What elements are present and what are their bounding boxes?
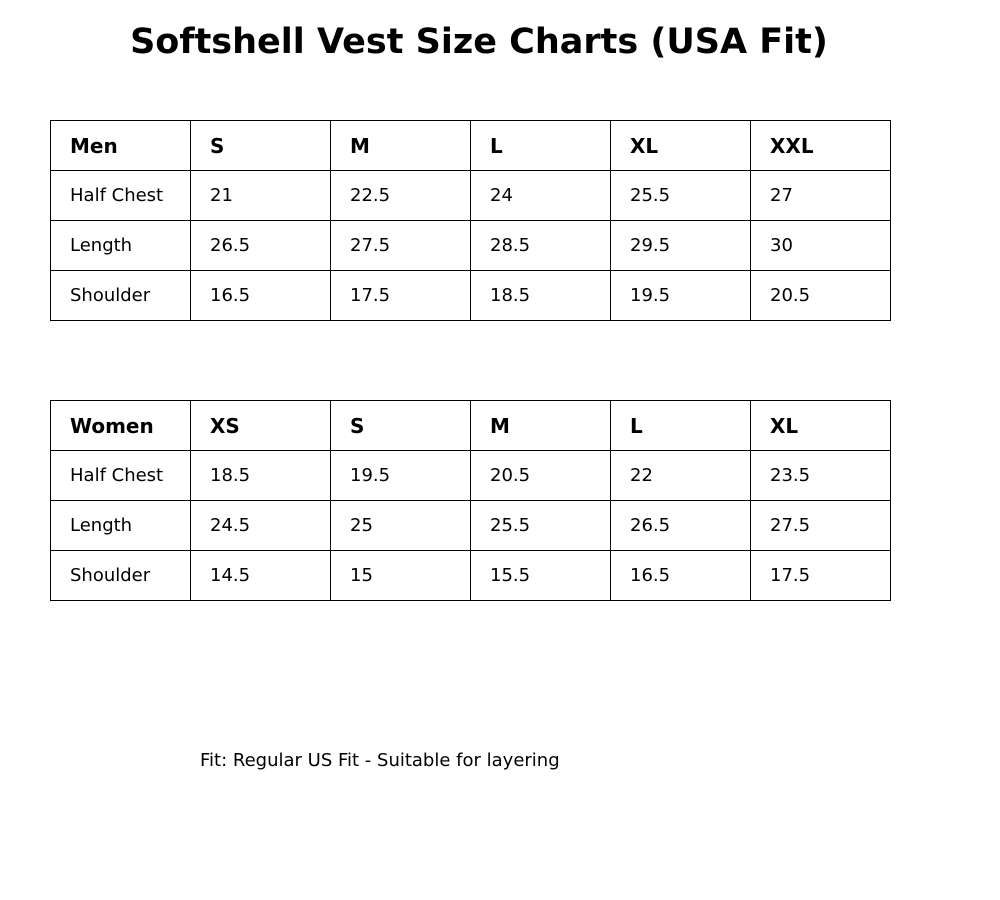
table-cell: 25.5 — [611, 171, 751, 221]
table-cell: 27 — [751, 171, 891, 221]
women-size-table — [50, 400, 891, 601]
table-cell: 17.5 — [751, 551, 891, 601]
row-label-cell: Shoulder — [51, 551, 191, 601]
row-label-cell: Length — [51, 501, 191, 551]
table-cell: 17.5 — [331, 271, 471, 321]
table-cell: 23.5 — [751, 451, 891, 501]
header-cell: Women — [51, 401, 191, 451]
row-label-cell: Length — [51, 221, 191, 271]
header-cell: XXL — [751, 121, 891, 171]
table-cell: 24.5 — [191, 501, 331, 551]
table-header-row — [51, 401, 891, 451]
table-cell: 15.5 — [471, 551, 611, 601]
page-title: Softshell Vest Size Charts (USA Fit) — [130, 22, 828, 62]
table-row — [51, 271, 891, 321]
table-cell: 24 — [471, 171, 611, 221]
header-cell: XL — [751, 401, 891, 451]
table-cell: 18.5 — [471, 271, 611, 321]
table-cell: 20.5 — [471, 451, 611, 501]
header-cell: XS — [191, 401, 331, 451]
table-cell: 14.5 — [191, 551, 331, 601]
header-cell: L — [611, 401, 751, 451]
table-cell: 25 — [331, 501, 471, 551]
header-cell: L — [471, 121, 611, 171]
table-cell: 25.5 — [471, 501, 611, 551]
table-cell: 15 — [331, 551, 471, 601]
table-row — [51, 171, 891, 221]
men-size-table — [50, 120, 891, 321]
row-label-cell: Half Chest — [51, 451, 191, 501]
table-cell: 27.5 — [331, 221, 471, 271]
row-label-cell: Shoulder — [51, 271, 191, 321]
table-cell: 26.5 — [611, 501, 751, 551]
table-cell: 27.5 — [751, 501, 891, 551]
table-cell: 30 — [751, 221, 891, 271]
table-cell: 29.5 — [611, 221, 751, 271]
table-cell: 28.5 — [471, 221, 611, 271]
header-cell: M — [331, 121, 471, 171]
table-cell: 18.5 — [191, 451, 331, 501]
row-label-cell: Half Chest — [51, 171, 191, 221]
header-cell: M — [471, 401, 611, 451]
table-cell: 22.5 — [331, 171, 471, 221]
header-cell: Men — [51, 121, 191, 171]
table-row — [51, 451, 891, 501]
table-row — [51, 551, 891, 601]
table-cell: 22 — [611, 451, 751, 501]
fit-note: Fit: Regular US Fit - Suitable for layering — [200, 750, 560, 771]
header-cell: S — [331, 401, 471, 451]
table-row — [51, 501, 891, 551]
table-header-row — [51, 121, 891, 171]
table-cell: 16.5 — [611, 551, 751, 601]
table-row — [51, 221, 891, 271]
table-cell: 16.5 — [191, 271, 331, 321]
header-cell: S — [191, 121, 331, 171]
table-cell: 21 — [191, 171, 331, 221]
header-cell: XL — [611, 121, 751, 171]
table-cell: 19.5 — [331, 451, 471, 501]
table-cell: 26.5 — [191, 221, 331, 271]
table-cell: 19.5 — [611, 271, 751, 321]
table-cell: 20.5 — [751, 271, 891, 321]
